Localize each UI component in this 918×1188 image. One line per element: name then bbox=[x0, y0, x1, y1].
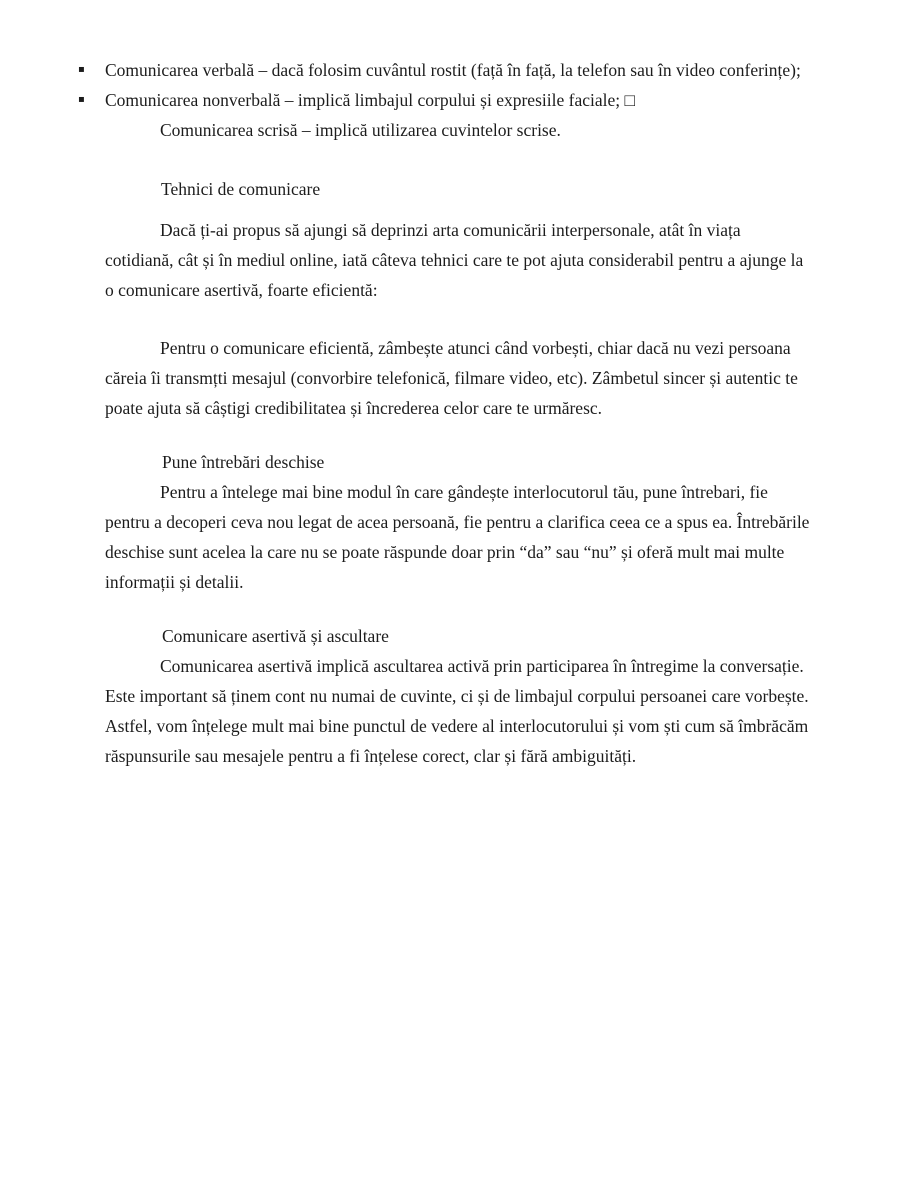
list-item bbox=[78, 85, 811, 115]
section-heading-tehnici: Tehnici de comunicare bbox=[161, 179, 321, 199]
paragraph: Pentru o comunicare eficientă, zâmbește atunci când vorbești, chiar dacă nu vezi persoana căreia îi transmțti mesajul (convorbire telefonică, filmare video, etc). Zâmbetul sincer și autentic te poate ajuta să câștigi credibilitatea și încrederea celor care te urmăresc. bbox=[105, 338, 798, 418]
bullet-square-icon: ▪ bbox=[78, 64, 85, 75]
list-item bbox=[78, 55, 811, 85]
paragraph: Comunicarea asertivă implică ascultarea activă prin participarea în întregime la conversație. Este important să ținem cont nu numai de cuvinte, ci și de limbajul corpului persoanei care vorbește. Astfel, vom înțelege mult mai bine punctul de vedere al interlocutorului și vom ști cum să îmbrăcăm răspunsurile sau mesajele pentru a fi înțelese corect, clar și fără ambiguități. bbox=[105, 656, 809, 766]
bullet-list bbox=[78, 55, 811, 115]
bullet-square-icon: ▪ bbox=[78, 94, 85, 105]
bullet-item-text: Comunicarea verbală – dacă folosim cuvântul rostit (față în față, la telefon sau în video conferințe); bbox=[105, 60, 801, 80]
paragraph: Dacă ți-ai propus să ajungi să deprinzi arta comunicării interpersonale, atât în viața cotidiană, cât și în mediul online, iată câteva tehnici care te pot ajuta considerabil pentru a ajunge la o comunicare asertivă, foarte eficientă: bbox=[105, 220, 804, 300]
bullet-item-text: Comunicarea nonverbală – implică limbajul corpului și expresiile faciale; □ bbox=[105, 90, 636, 110]
list-continuation-line: Comunicarea scrisă – implică utilizarea cuvintelor scrise. bbox=[160, 120, 561, 140]
section-heading-intrebari: Pune întrebări deschise bbox=[162, 452, 325, 472]
section-heading-asertiva: Comunicare asertivă și ascultare bbox=[162, 626, 389, 646]
paragraph: Pentru a întelege mai bine modul în care gândește interlocutorul tău, pune întrebari, fie pentru a decoperi ceva nou legat de acea persoană, fie pentru a clarifica ceea ce a spus ea. Întrebările deschise sunt acelea la care nu se poate răspunde doar prin “da” sau “nu” și oferă mult mai multe informații și detalii. bbox=[105, 482, 810, 592]
